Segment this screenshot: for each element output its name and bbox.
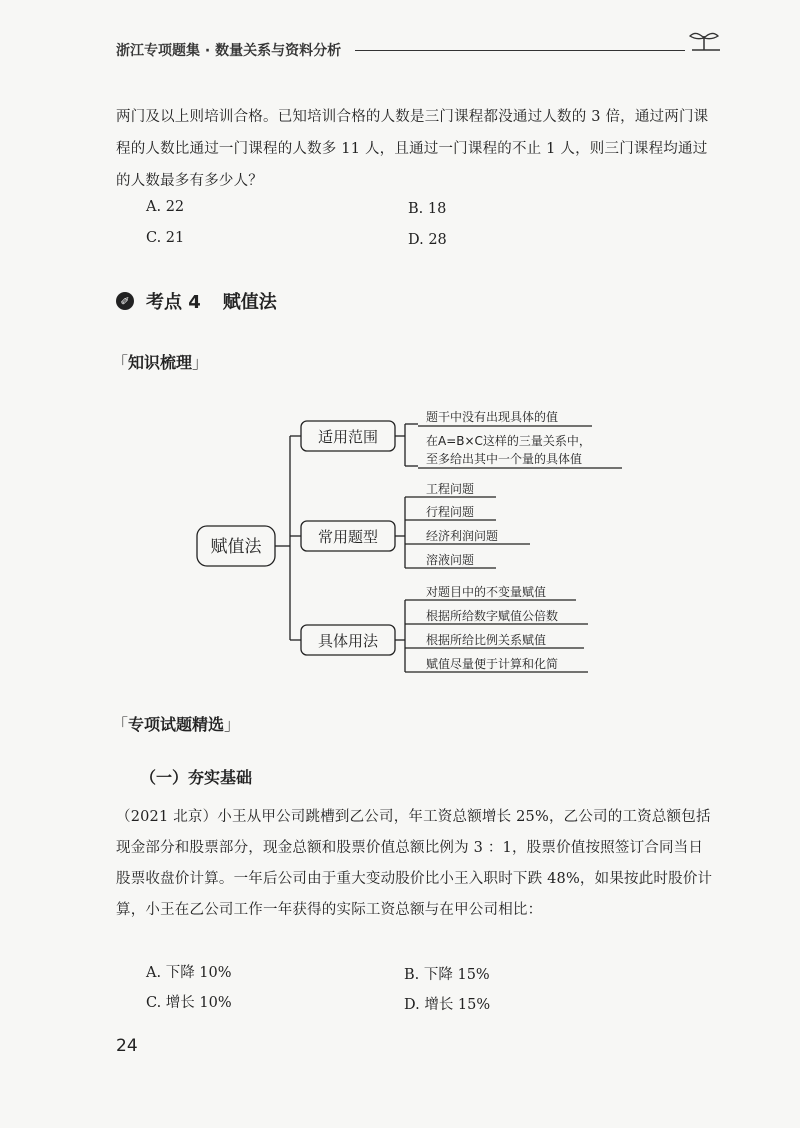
compass-icon: ✐ xyxy=(116,292,134,310)
section-title: 赋值法 xyxy=(222,292,277,313)
leaf-1-2: 在A=B×C这样的三量关系中， xyxy=(426,434,591,448)
option-b[interactable]: B. 18 xyxy=(408,201,447,217)
leaf-1-3: 至多给出其中一个量的具体值 xyxy=(426,452,583,466)
option-c-2[interactable]: C. 增长 10% xyxy=(146,995,232,1011)
leaf-2-4: 溶液问题 xyxy=(426,553,475,567)
leaf-3-1: 对题目中的不变量赋值 xyxy=(426,585,547,599)
branch-label-1: 适用范围 xyxy=(317,428,379,446)
selected-title: 专项试题精选 xyxy=(128,715,225,734)
question-1-text: 两门及以上则培训合格。已知培训合格的人数是三门课程都没通过人数的 3 倍，通过两门课程的人数比通过一门课程的人数多 11 人，且通过一门课程的不止 1 人，则三门课程均通过的人数最多有多少人？ xyxy=(116,109,709,189)
leaf-1-1: 题干中没有出现具体的值 xyxy=(426,410,559,424)
option-d[interactable]: D. 28 xyxy=(408,232,447,248)
leaf-3-4: 赋值尽量便于计算和化简 xyxy=(426,657,559,671)
leaf-2-2: 行程问题 xyxy=(426,505,475,519)
option-c[interactable]: C. 21 xyxy=(146,230,185,246)
mindmap-root-label: 赋值法 xyxy=(210,537,262,557)
option-b-2[interactable]: B. 下降 15% xyxy=(404,967,490,983)
leaf-2-1: 工程问题 xyxy=(426,482,475,496)
running-header: 浙江专项题集 · 数量关系与资料分析 xyxy=(116,43,342,59)
leaf-3-3: 根据所给比例关系赋值 xyxy=(426,633,547,647)
branch-label-2: 常用题型 xyxy=(317,528,379,546)
subsection-title: （一）夯实基础 xyxy=(140,768,253,787)
question-2-text: （2021 北京）小王从甲公司跳槽到乙公司，年工资总额增长 25%，乙公司的工资总额包括现金部分和股票部分，现金总额和股票价值总额比例为 3 ：1，股票价值按照签订合同当日股票收盘价计算。一年后公司由于重大变动股价比小王入职时下跌 48%，如果按此时股价计算，小王在乙公司工作一年获得的实际工资总额与在甲公司相比： xyxy=(116,809,713,918)
section-label: 考点 4 xyxy=(146,292,201,313)
selected-heading: 「专项试题精选」 xyxy=(112,715,241,734)
branch-label-3: 具体用法 xyxy=(317,632,379,650)
leaf-2-3: 经济利润问题 xyxy=(426,529,499,543)
option-a[interactable]: A. 22 xyxy=(146,199,185,215)
page-number: 24 xyxy=(116,1036,138,1056)
knowledge-title: 知识梳理 xyxy=(128,353,193,372)
leaf-3-2: 根据所给数字赋值公倍数 xyxy=(426,609,559,623)
knowledge-heading: 「知识梳理」 xyxy=(112,353,209,372)
option-a-2[interactable]: A. 下降 10% xyxy=(146,965,232,981)
option-d-2[interactable]: D. 增长 15% xyxy=(404,997,491,1013)
